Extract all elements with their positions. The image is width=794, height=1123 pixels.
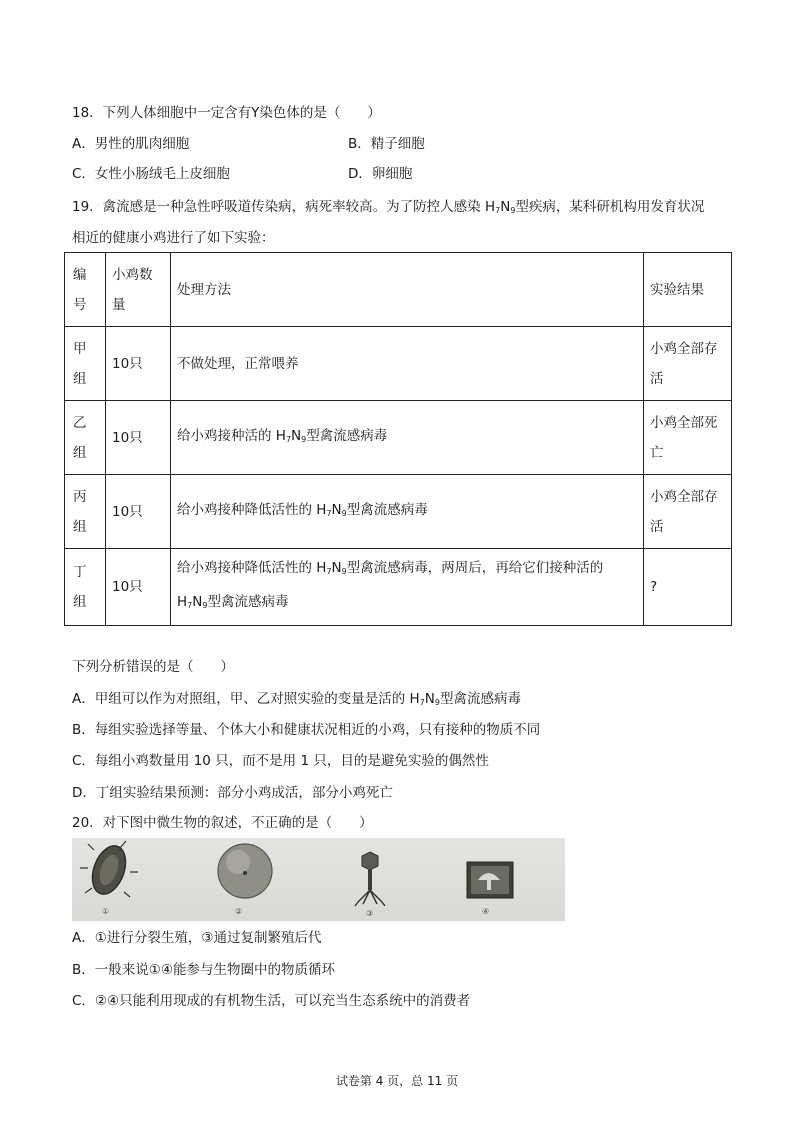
q18-option-b: B．精子细胞	[348, 136, 425, 152]
treatment-method: 给小鸡接种降低活性的 $H_7N_9$型禽流感病毒	[171, 475, 644, 549]
yeast-cell-image	[218, 844, 272, 898]
q18-stem: 18．下列人体细胞中一定含有Y染色体的是（ ）	[72, 105, 381, 121]
q19-stem-line1: 19．禽流感是一种急性呼吸道传染病，病死率较高。为了防控人感染 $H_7N_9$型疾病，某科研机构用发育状况	[72, 199, 705, 215]
table-row	[65, 327, 732, 401]
result: ?	[644, 549, 732, 626]
figure-label-4: ④	[482, 907, 490, 916]
table-row	[65, 549, 732, 626]
figure-label-3: ③	[366, 909, 374, 918]
q20-stem: 20．对下图中微生物的叙述，不正确的是（ ）	[72, 815, 373, 831]
chick-count: 10只	[106, 327, 171, 401]
treatment-method: 给小鸡接种降低活性的 $H_7N_9$型禽流感病毒，两周后，再给它们接种活的 $H_7N_9$型禽流感病毒	[171, 549, 644, 626]
q19-option-a: A．甲组可以作为对照组，甲、乙对照实验的变量是活的 $H_7N_9$型禽流感病毒	[72, 691, 521, 707]
header-number: 编 号	[65, 253, 106, 327]
q18-option-d: D．卵细胞	[348, 166, 413, 182]
q20-option-a: A．①进行分裂生殖，③通过复制繁殖后代	[72, 930, 322, 946]
fungus-image	[467, 862, 513, 898]
page-footer: 试卷第 4 页，总 11 页	[335, 1074, 459, 1088]
q20-option-b: B．一般来说①④能参与生物圈中的物质循环	[72, 962, 335, 978]
q19-option-b: B．每组实验选择等量、个体大小和健康状况相近的小鸡，只有接种的物质不同	[72, 722, 541, 738]
treatment-method: 不做处理，正常喂养	[171, 327, 644, 401]
group-label: 甲 组	[65, 327, 106, 401]
q19-prompt: 下列分析错误的是（ ）	[72, 659, 234, 675]
chick-count: 10只	[106, 475, 171, 549]
q18-option-a: A．男性的肌肉细胞	[72, 136, 190, 152]
q18-option-c: C．女性小肠绒毛上皮细胞	[72, 166, 230, 182]
result: 小鸡全部死 亡	[644, 401, 732, 475]
q19-option-c: C．每组小鸡数量用 10 只，而不是用 1 只，目的是避免实验的偶然性	[72, 753, 489, 769]
chick-count: 10只	[106, 549, 171, 626]
table-header-row	[65, 253, 732, 327]
treatment-method: 给小鸡接种活的 $H_7N_9$型禽流感病毒	[171, 401, 644, 475]
group-label: 乙 组	[65, 401, 106, 475]
group-label: 丙 组	[65, 475, 106, 549]
result: 小鸡全部存 活	[644, 327, 732, 401]
microorganism-figure	[72, 838, 565, 921]
table-row	[65, 401, 732, 475]
figure-label-2: ②	[235, 907, 243, 916]
bacterium-image	[80, 841, 138, 899]
q19-option-d: D．丁组实验结果预测：部分小鸡成活，部分小鸡死亡	[72, 785, 393, 801]
bacteriophage-image	[355, 852, 385, 906]
header-count: 小鸡数 量	[106, 253, 171, 327]
figure-label-1: ①	[102, 907, 110, 916]
table-row	[65, 475, 732, 549]
header-result: 实验结果	[644, 253, 732, 327]
q20-option-c: C．②④只能利用现成的有机物生活，可以充当生态系统中的消费者	[72, 993, 471, 1009]
result: 小鸡全部存 活	[644, 475, 732, 549]
experiment-table	[64, 252, 732, 626]
chick-count: 10只	[106, 401, 171, 475]
header-method: 处理方法	[171, 253, 644, 327]
group-label: 丁 组	[65, 549, 106, 626]
q19-stem-line2: 相近的健康小鸡进行了如下实验：	[72, 230, 275, 246]
